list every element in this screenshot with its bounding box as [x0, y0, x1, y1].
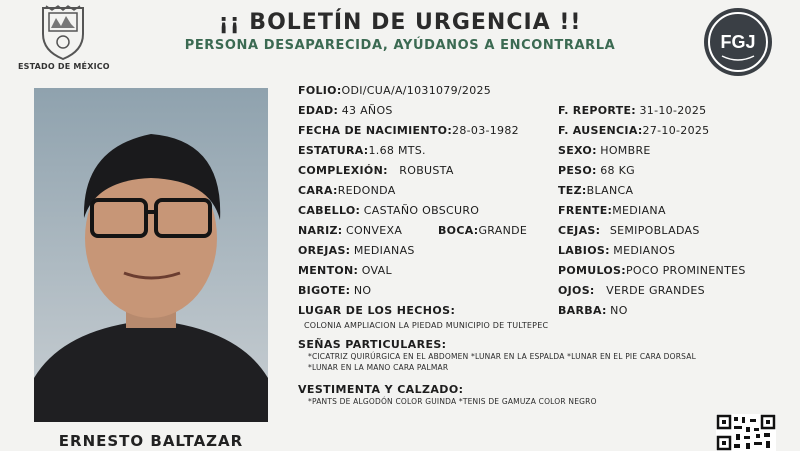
bulletin-subtitle: PERSONA DESAPARECIDA, AYÚDANOS A ENCONTRARLA — [184, 38, 616, 53]
field-menton: MENTON: OVAL — [298, 264, 392, 277]
vestimenta-value: *PANTS DE ALGODÓN COLOR GUINDA *TENIS DE GAMUZA COLOR NEGRO — [308, 397, 597, 406]
field-cara: CARA:REDONDA — [298, 184, 396, 197]
bulletin-title: ¡¡ BOLETÍN DE URGENCIA !! — [218, 10, 582, 35]
coat-of-arms-icon — [38, 4, 88, 60]
lugar-hechos-value: COLONIA AMPLIACION LA PIEDAD MUNICIPIO DE TULTEPEC — [304, 321, 549, 330]
senas-line1: *CICATRIZ QUIRÚRGICA EN EL ABDOMEN *LUNAR EN LA ESPALDA *LUNAR EN EL PIE CARA DORSAL — [308, 352, 696, 361]
field-boca: BOCA:GRANDE — [438, 224, 528, 237]
field-pomulos: POMULOS:POCO PROMINENTES — [558, 264, 746, 277]
field-estatura: ESTATURA:1.68 MTS. — [298, 144, 426, 157]
senas-label: SEÑAS PARTICULARES: — [298, 338, 447, 351]
field-edad: EDAD: 43 AÑOS — [298, 104, 393, 117]
field-folio: FOLIO:ODI/CUA/A/1031079/2025 — [298, 84, 492, 97]
lugar-hechos-label: LUGAR DE LOS HECHOS: — [298, 304, 456, 317]
field-barba: BARBA: NO — [558, 304, 628, 317]
field-peso: PESO: 68 KG — [558, 164, 635, 177]
vestimenta-label: VESTIMENTA Y CALZADO: — [298, 383, 464, 396]
missing-person-photo — [34, 88, 268, 422]
field-ojos: OJOS: VERDE GRANDES — [558, 284, 705, 297]
field-frente: FRENTE:MEDIANA — [558, 204, 666, 217]
estado-de-mexico-logo — [18, 4, 108, 74]
field-nariz: NARIZ: CONVEXA — [298, 224, 403, 237]
field-complexion: COMPLEXIÓN: ROBUSTA — [298, 164, 454, 177]
fgj-logo-icon — [702, 6, 774, 78]
state-name: ESTADO DE MÉXICO — [18, 62, 110, 71]
field-f-reporte: F. REPORTE: 31-10-2025 — [558, 104, 707, 117]
field-f-ausencia: F. AUSENCIA:27-10-2025 — [558, 124, 710, 137]
field-sexo: SEXO: HOMBRE — [558, 144, 651, 157]
qr-code-icon — [716, 414, 776, 451]
field-bigote: BIGOTE: NO — [298, 284, 372, 297]
person-name: ERNESTO BALTAZAR — [58, 432, 244, 450]
field-fecha-nacimiento: FECHA DE NACIMIENTO:28-03-1982 — [298, 124, 519, 137]
field-labios: LABIOS: MEDIANOS — [558, 244, 676, 257]
field-tez: TEZ:BLANCA — [558, 184, 634, 197]
fgj-logo-text: FGJ — [720, 32, 756, 52]
senas-line2: *LUNAR EN LA MANO CARA PALMAR — [308, 363, 449, 372]
field-cejas: CEJAS: SEMIPOBLADAS — [558, 224, 700, 237]
field-orejas: OREJAS: MEDIANAS — [298, 244, 415, 257]
field-cabello: CABELLO: CASTAÑO OBSCURO — [298, 204, 480, 217]
